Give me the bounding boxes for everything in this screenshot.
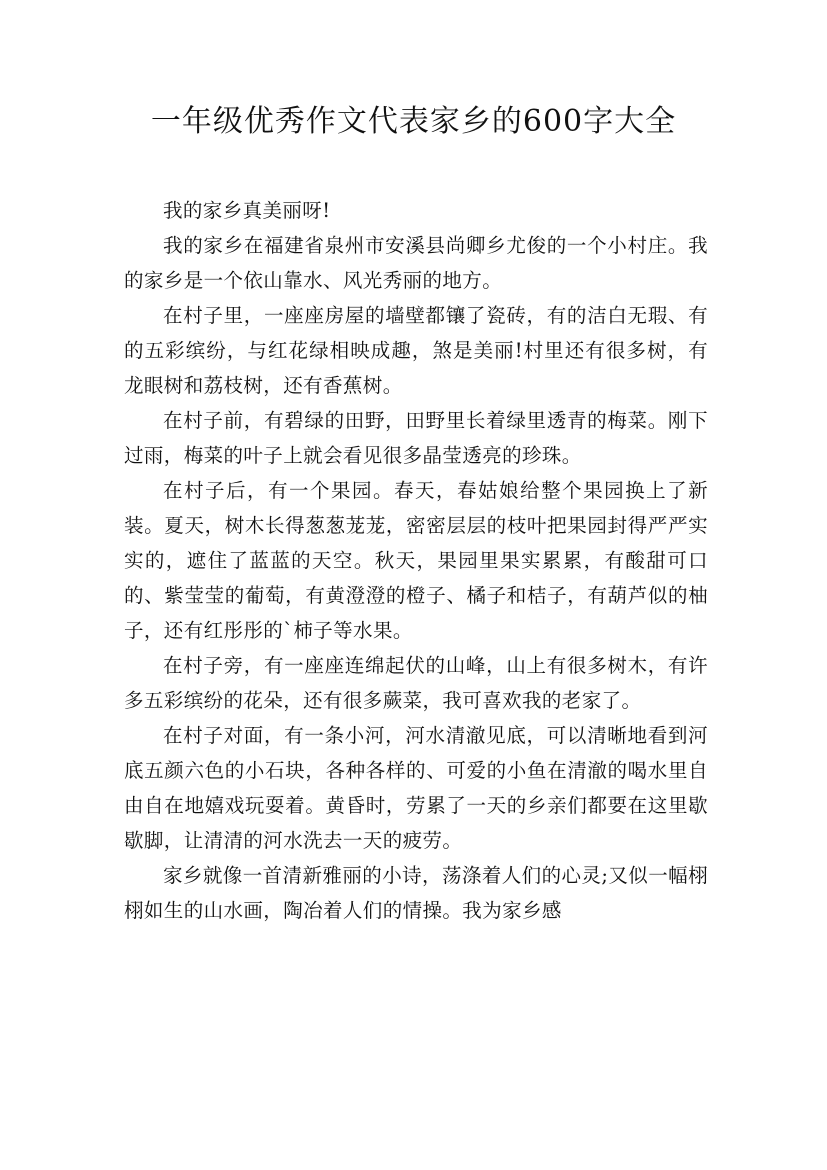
document-title: 一年级优秀作文代表家乡的600字大全 bbox=[150, 104, 677, 139]
paragraph: 在村子前，有碧绿的田野，田野里长着绿里透青的梅菜。刚下过雨，梅菜的叶子上就会看见很多晶莹透亮的珍珠。 bbox=[124, 409, 708, 467]
paragraph: 在村子旁，有一座座连绵起伏的山峰，山上有很多树木，有许多五彩缤纷的花朵，还有很多蕨菜，我可喜欢我的老家了。 bbox=[124, 654, 708, 712]
paragraph: 家乡就像一首清新雅丽的小诗，荡涤着人们的心灵;又似一幅栩栩如生的山水画，陶冶着人们的情操。我为家乡感 bbox=[124, 864, 708, 922]
paragraph: 在村子对面，有一条小河，河水清澈见底，可以清晰地看到河底五颜六色的小石块，各种各样的、可爱的小鱼在清澈的喝水里自由自在地嬉戏玩耍着。黄昏时，劳累了一天的乡亲们都要在这里歇歇脚，让清清的河水洗去一天的疲劳。 bbox=[124, 724, 708, 852]
paragraph: 我的家乡真美丽呀! bbox=[163, 199, 331, 222]
document-body bbox=[124, 193, 708, 928]
paragraph: 在村子后，有一个果园。春天，春姑娘给整个果园换上了新装。夏天，树木长得葱葱茏茏，密密层层的枝叶把果园封得严严实实的，遮住了蓝蓝的天空。秋天，果园里果实累累，有酸甜可口的、紫莹莹的葡萄，有黄澄澄的橙子、橘子和桔子，有葫芦似的柚子，还有红彤彤的`柿子等水果。 bbox=[124, 479, 708, 642]
paragraph: 我的家乡在福建省泉州市安溪县尚卿乡尤俊的一个小村庄。我的家乡是一个依山靠水、风光秀丽的地方。 bbox=[124, 234, 708, 292]
paragraph: 在村子里，一座座房屋的墙壁都镶了瓷砖，有的洁白无瑕、有的五彩缤纷，与红花绿相映成趣，煞是美丽!村里还有很多树，有龙眼树和荔枝树，还有香蕉树。 bbox=[124, 304, 708, 397]
